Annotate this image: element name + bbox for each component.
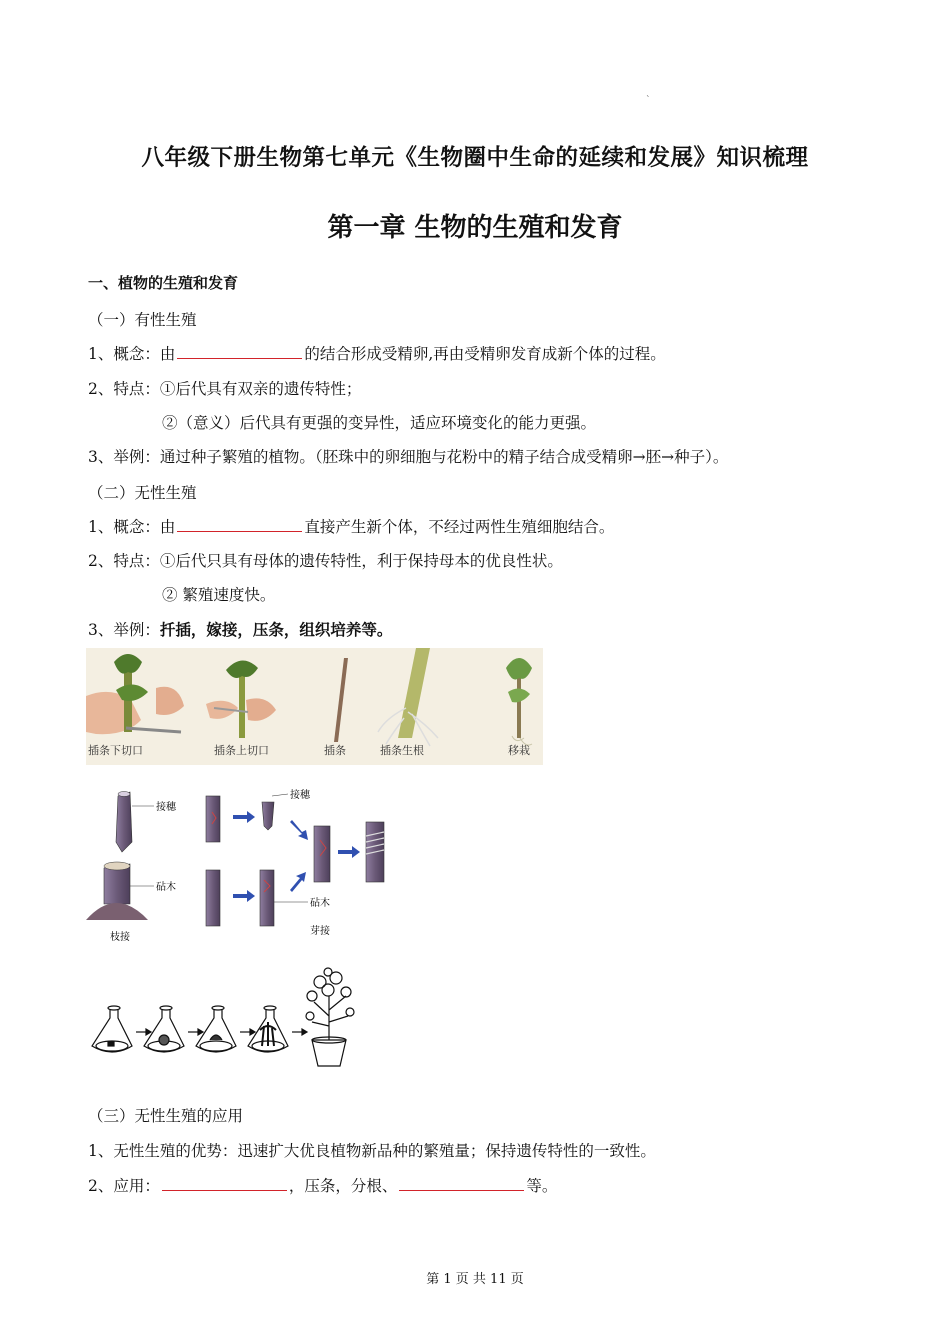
bud-graft-stock-top	[206, 796, 220, 842]
cutting-label-2: 插条上切口	[214, 744, 269, 757]
sexual-concept-prefix: 1、概念：由	[88, 345, 176, 363]
bud-graft-stock-bottom	[206, 870, 220, 926]
page-footer: 第 1 页 共 11 页	[426, 1272, 524, 1287]
label-bud-grafting: 芽接	[310, 926, 330, 937]
label-scion-1: 接穗	[156, 802, 176, 813]
sexual-heading: （一）有性生殖	[88, 311, 197, 329]
sexual-feature-1: 2、特点：①后代具有双亲的遗传特性；	[88, 380, 362, 398]
tissue-culture-figure	[88, 966, 358, 1072]
fill-blank	[162, 1174, 287, 1191]
bud-graft-bound	[366, 822, 384, 882]
fill-blank	[399, 1174, 524, 1191]
application-advantage: 1、无性生殖的优势：迅速扩大优良植物新品种的繁殖量；保持遗传特性的一致性。	[88, 1142, 656, 1160]
rootstock-illustration	[86, 862, 148, 920]
asexual-example-bold: 扦插，嫁接，压条，组织培养等。	[159, 621, 393, 639]
cutting-label-3: 插条	[324, 744, 346, 757]
asexual-feature-1: 2、特点：①后代只具有母体的遗传特性，利于保持母本的优良性状。	[88, 552, 563, 570]
arrow-icon	[233, 811, 255, 823]
chapter-title: 第一章 生物的生殖和发育	[327, 213, 623, 243]
asexual-feature-2: ② 繁殖速度快。	[162, 586, 276, 604]
sexual-concept	[88, 342, 666, 364]
asexual-concept-suffix: 直接产生新个体，不经过两性生殖细胞结合。	[304, 518, 615, 536]
asexual-example	[88, 618, 392, 640]
application-use-middle: ，压条，分根、	[288, 1177, 398, 1195]
cutting-label-1: 插条下切口	[88, 744, 143, 757]
potted-plant-illustration	[306, 968, 354, 1066]
fill-blank	[177, 515, 302, 532]
flask-stage-3	[196, 1006, 236, 1052]
flask-stage-4	[248, 1006, 288, 1052]
scion-illustration	[116, 792, 132, 853]
document-title: 八年级下册生物第七单元《生物圈中生命的延续和发展》知识梳理	[141, 145, 809, 171]
label-scion-2: 接穗	[290, 790, 310, 801]
label-branch-grafting: 枝接	[110, 932, 130, 943]
application-use	[88, 1174, 557, 1196]
sexual-concept-suffix: 的结合形成受精卵,再由受精卵发育成新个体的过程。	[304, 345, 666, 363]
cutting-figure	[86, 648, 543, 765]
asexual-concept	[88, 515, 614, 537]
bud-graft-joined-1	[314, 826, 330, 882]
section-heading: 一、植物的生殖和发育	[88, 274, 239, 292]
cutting-label-5: 移栽	[508, 744, 530, 757]
label-stock-2: 砧木	[310, 898, 330, 909]
grafting-figure	[86, 782, 400, 944]
flask-stage-1	[92, 1006, 132, 1052]
cutting-label-4: 插条生根	[380, 744, 424, 757]
label-stock-1: 砧木	[156, 882, 176, 893]
sexual-feature-2: ②（意义）后代具有更强的变异性，适应环境变化的能力更强。	[162, 414, 597, 432]
arrow-icon	[290, 820, 308, 840]
arrow-icon	[233, 890, 255, 902]
bud-graft-stock-cut	[260, 870, 274, 926]
header-mark: `	[646, 96, 651, 106]
flask-stage-2	[144, 1006, 184, 1052]
arrow-icon	[290, 872, 306, 892]
application-use-prefix: 2、应用：	[88, 1177, 160, 1195]
application-heading: （三）无性生殖的应用	[88, 1107, 244, 1125]
asexual-example-prefix: 3、举例：	[88, 621, 160, 639]
arrow-icon	[338, 846, 360, 858]
asexual-concept-prefix: 1、概念：由	[88, 518, 176, 536]
sexual-example: 3、举例：通过种子繁殖的植物。（胚珠中的卵细胞与花粉中的精子结合成受精卵→胚→种子）。	[88, 448, 729, 466]
application-use-suffix: 等。	[526, 1177, 558, 1195]
asexual-heading: （二）无性生殖	[88, 484, 197, 502]
bud-scion-illustration	[262, 802, 274, 830]
fill-blank	[177, 342, 302, 359]
